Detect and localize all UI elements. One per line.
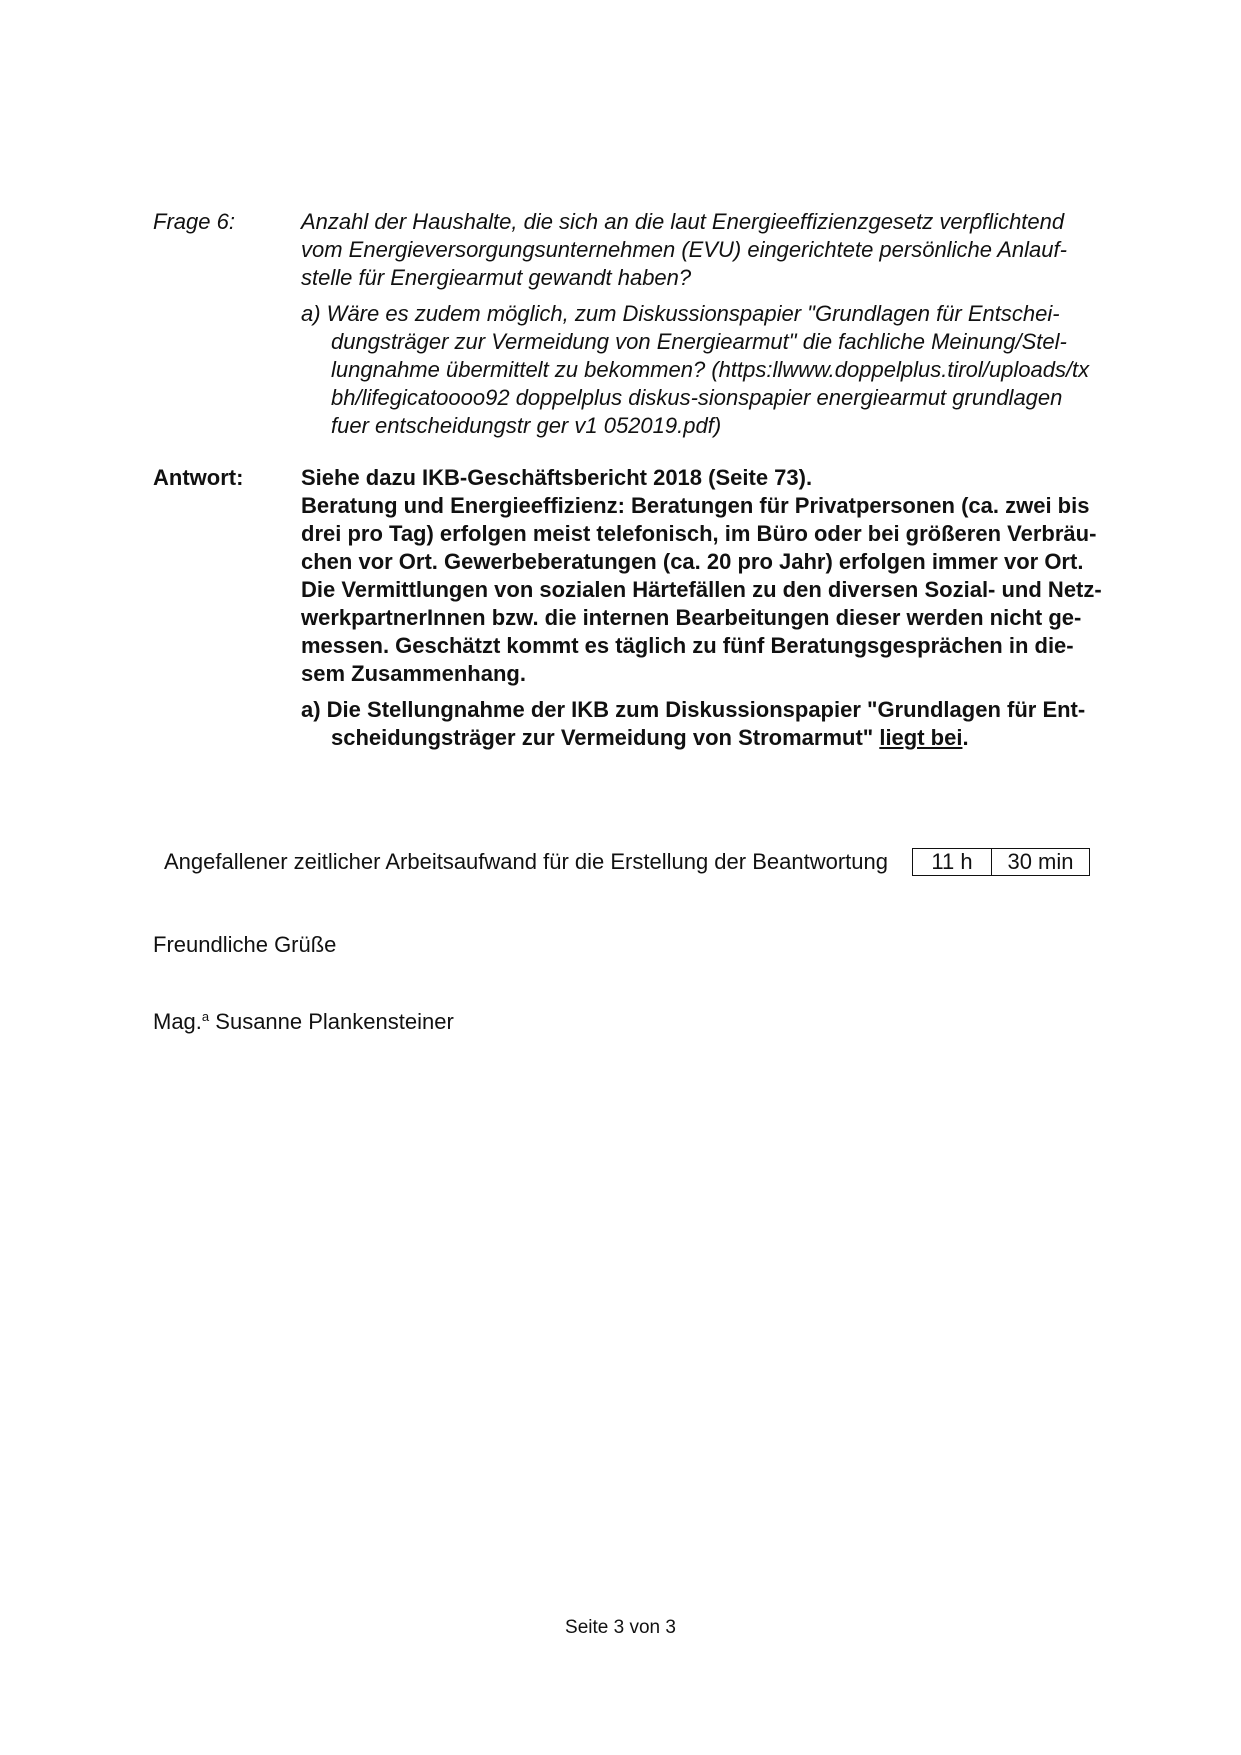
- question-sub-item: [301, 300, 1143, 440]
- time-hours: 11 h: [913, 849, 992, 875]
- answer-text: [301, 464, 1143, 752]
- answer-sub-suffix: .: [962, 725, 969, 750]
- question-sub-line: fuer entscheidungstr ger v1 052019.pdf): [331, 413, 722, 438]
- answer-sub-line-2: [301, 724, 1143, 752]
- time-minutes: 30 min: [1007, 849, 1074, 874]
- question-sub-line: dungsträger zur Vermeidung von Energiearmut" die fachliche Meinung/Stel-: [331, 329, 1067, 354]
- question-text: [301, 208, 1143, 440]
- answer-line: Siehe dazu IKB-Geschäftsbericht 2018 (Seite 73).: [301, 465, 813, 490]
- time-effort-box: [912, 848, 1090, 876]
- answer-sub-line: a) Die Stellungnahme der IKB zum Diskussionspapier "Grundlagen für Ent-: [301, 697, 1086, 722]
- answer-line: chen vor Ort. Gewerbeberatungen (ca. 20 pro Jahr) erfolgen immer vor Ort.: [301, 549, 1084, 574]
- answer-line: Beratung und Energieeffizienz: Beratungen für Privatpersonen (ca. zwei bis: [301, 493, 1090, 518]
- question-sub-line: lungnahme übermittelt zu bekommen? (https:llwww.doppelplus.tirol/uploads/tx: [331, 357, 1090, 382]
- attachment-link[interactable]: liegt bei: [879, 725, 963, 750]
- question-line: stelle für Energiearmut gewandt haben?: [301, 265, 692, 290]
- signature-title-sup: a: [201, 1009, 210, 1024]
- answer-sub-prefix: scheidungsträger zur Vermeidung von Stromarmut": [331, 725, 880, 750]
- answer-line: drei pro Tag) erfolgen meist telefonisch, im Büro oder bei größeren Verbräu-: [301, 521, 1097, 546]
- time-effort-row: [164, 848, 1090, 876]
- question-line: Anzahl der Haushalte, die sich an die laut Energieeffizienzgesetz verpflichtend: [301, 209, 1065, 234]
- question-block: [153, 208, 1143, 440]
- signature-title: Mag.: [153, 1009, 202, 1034]
- question-line: vom Energieversorgungsunternehmen (EVU) eingerichtete persönliche Anlauf-: [301, 237, 1067, 262]
- signature-name: Susanne Plankensteiner: [215, 1009, 454, 1034]
- question-sub-line: a) Wäre es zudem möglich, zum Diskussionspapier "Grundlagen für Entschei-: [301, 301, 1060, 326]
- time-effort-label: Angefallener zeitlicher Arbeitsaufwand für die Erstellung der Beantwortung: [164, 849, 888, 874]
- question-label: Frage 6:: [153, 209, 235, 234]
- answer-block: [153, 464, 1143, 752]
- greeting: Freundliche Grüße: [153, 932, 337, 957]
- answer-label: Antwort:: [153, 465, 244, 490]
- answer-line: Die Vermittlungen von sozialen Härtefällen zu den diversen Sozial- und Netz-: [301, 577, 1102, 602]
- answer-line: messen. Geschätzt kommt es täglich zu fünf Beratungsgesprächen in die-: [301, 633, 1074, 658]
- answer-sub-item: [301, 696, 1143, 752]
- question-sub-line: bh/lifegicatoooo92 doppelplus diskus-sionspapier energiearmut grundlagen: [331, 385, 1063, 410]
- page-footer: Seite 3 von 3: [565, 1617, 676, 1638]
- answer-line: sem Zusammenhang.: [301, 661, 526, 686]
- signature: [153, 1003, 454, 1036]
- answer-line: werkpartnerInnen bzw. die internen Bearbeitungen dieser werden nicht ge-: [301, 605, 1082, 630]
